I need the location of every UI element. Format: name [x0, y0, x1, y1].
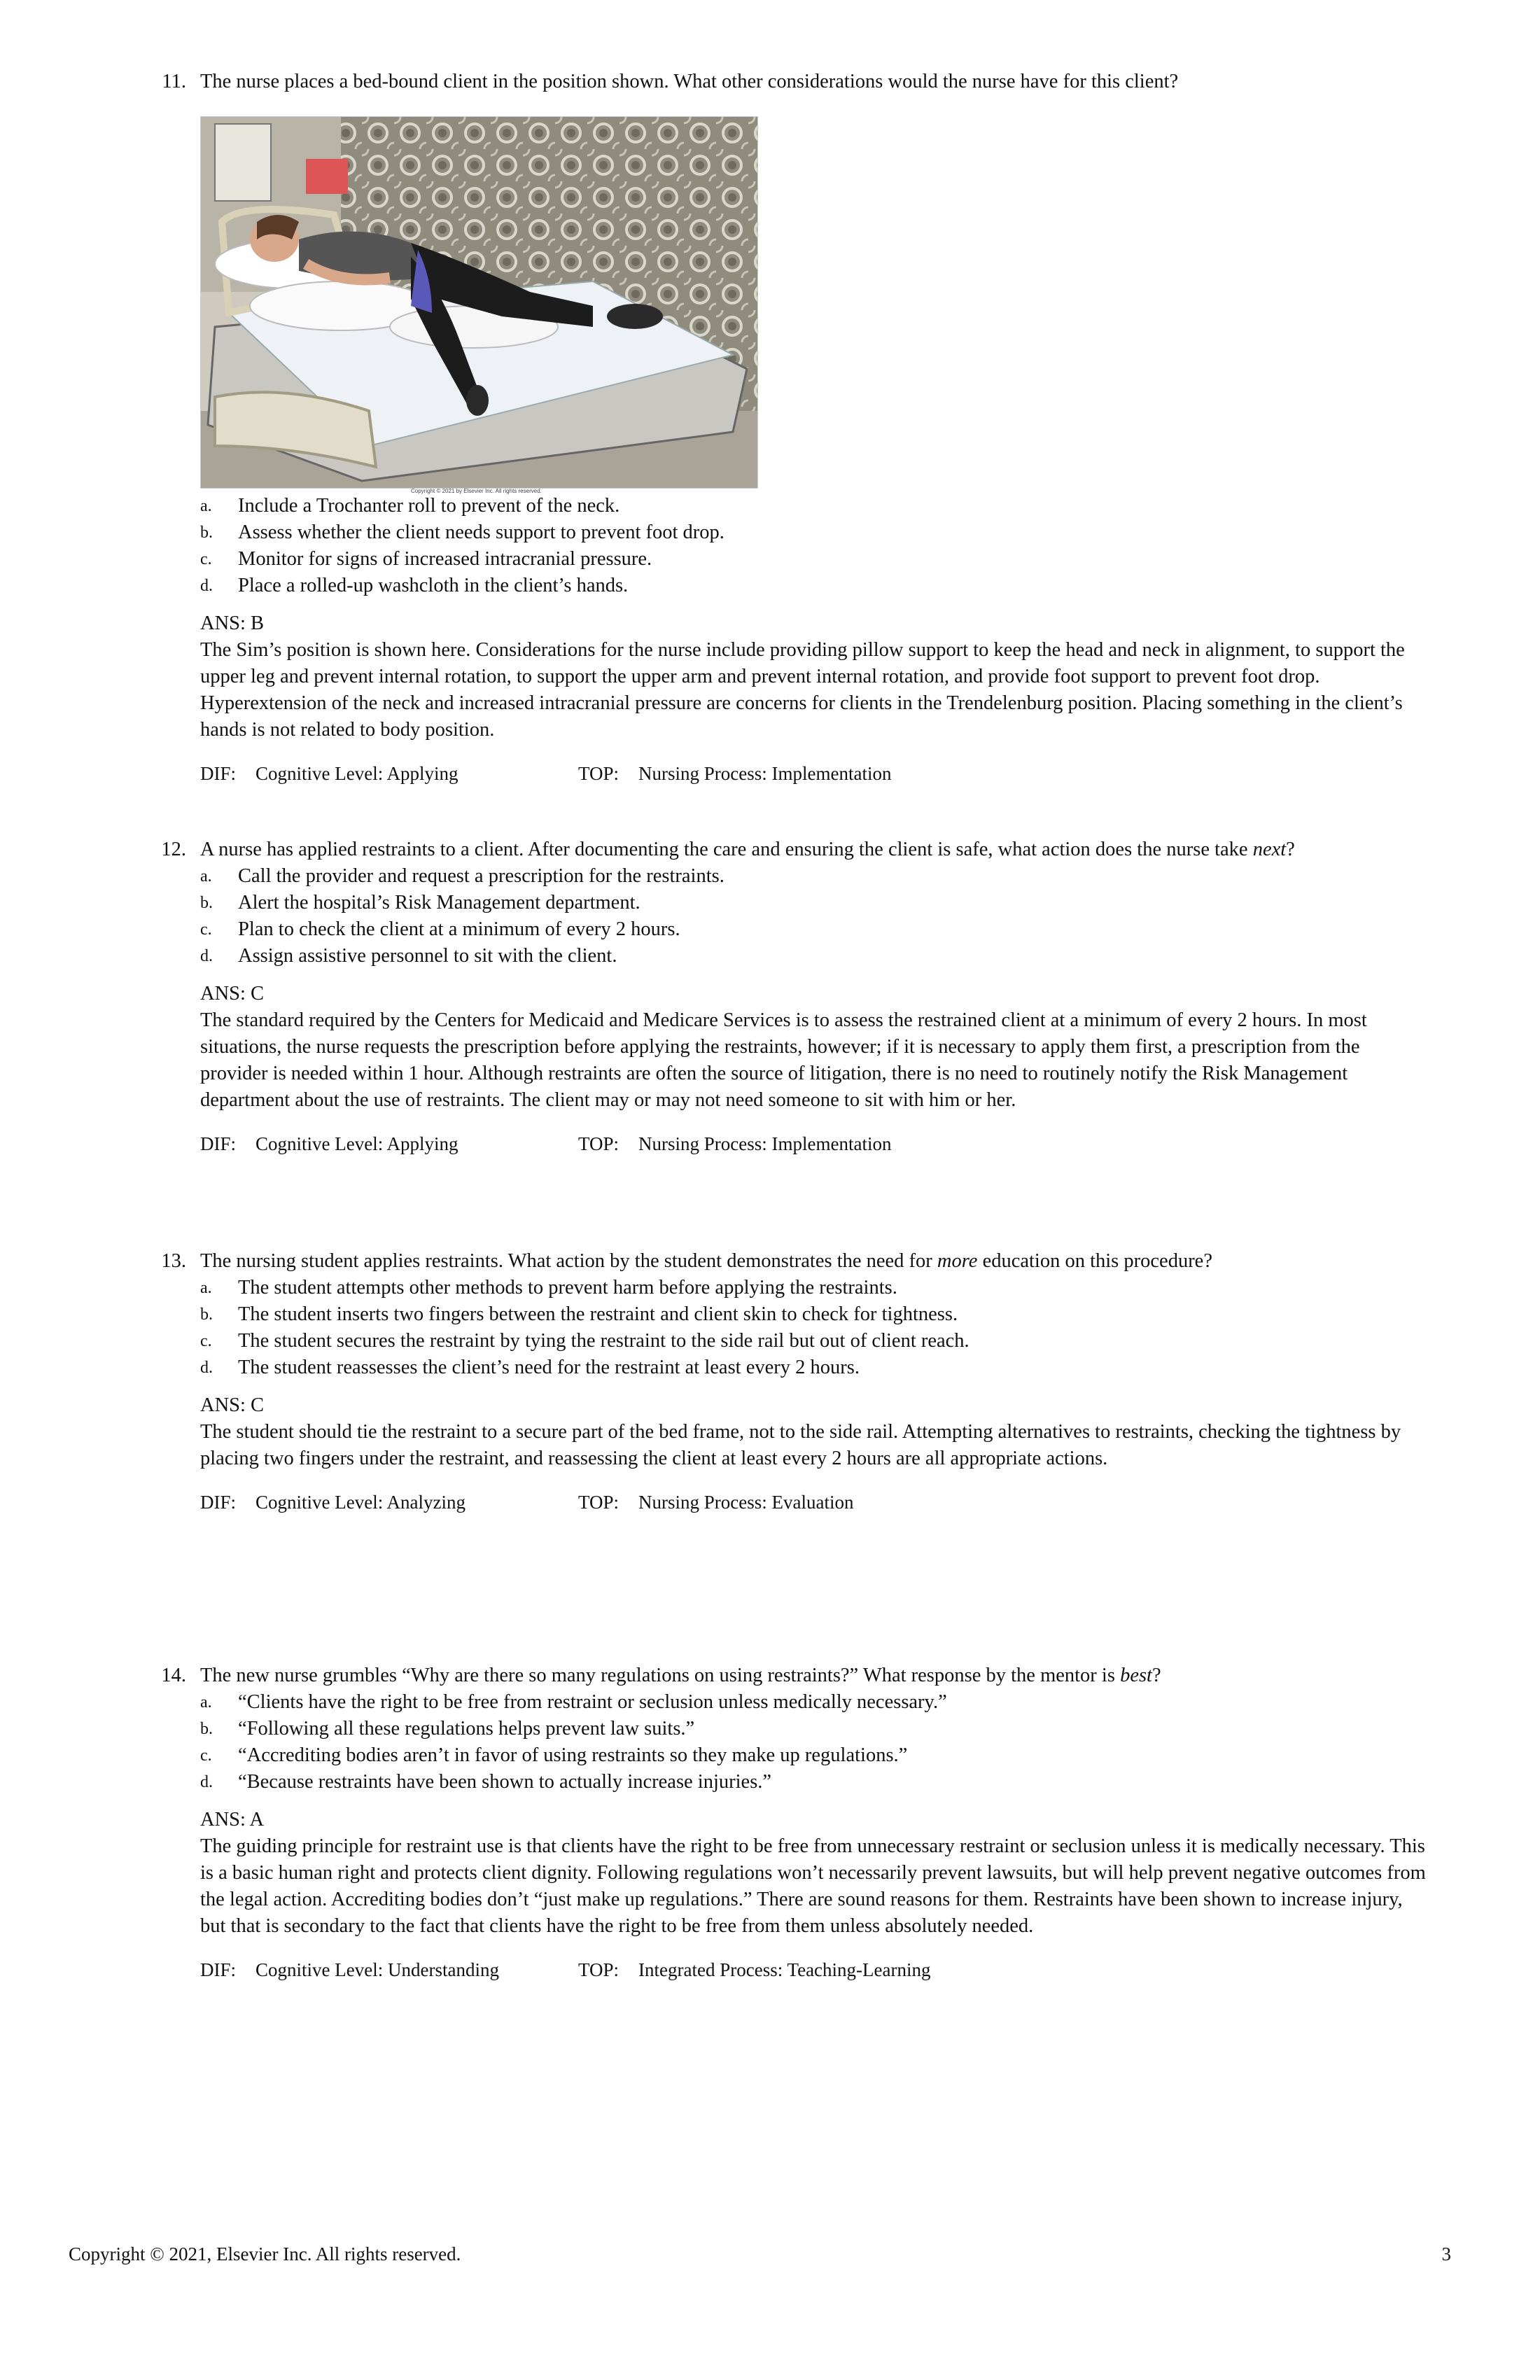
answer-key: ANS: C — [200, 1394, 265, 1416]
option-c[interactable] — [200, 546, 1429, 573]
dif-label: DIF: — [200, 1133, 237, 1154]
option-letter: b. — [200, 1306, 213, 1324]
sims-position-photo — [200, 116, 758, 494]
page-footer — [69, 2244, 1451, 2265]
metadata-row — [200, 1130, 1429, 1157]
metadata-row — [200, 1956, 1429, 1983]
topic: Nursing Process: Evaluation — [638, 1492, 854, 1513]
dif-label: DIF: — [200, 763, 237, 784]
option-b[interactable] — [200, 519, 1429, 546]
option-text: The student attempts other methods to prevent harm before applying the restraints. — [238, 1277, 897, 1298]
bed-client-illustration — [201, 117, 757, 488]
option-letter: a. — [200, 867, 212, 886]
option-letter: a. — [200, 1693, 212, 1712]
option-text: The student reassesses the client’s need for the restraint at least every 2 hours. — [238, 1357, 860, 1378]
question-13 — [155, 1248, 1429, 1516]
option-text: Include a Trochanter roll to prevent of the neck. — [238, 495, 620, 517]
option-letter: c. — [200, 1746, 212, 1765]
top-label: TOP: — [578, 1959, 620, 1980]
option-text: Assign assistive personnel to sit with the client. — [238, 945, 617, 967]
option-letter: b. — [200, 1720, 213, 1738]
option-letter: b. — [200, 894, 213, 912]
answer-options — [200, 1689, 984, 1795]
option-text: Assess whether the client needs support to prevent foot drop. — [238, 522, 724, 543]
difficulty: Cognitive Level: Applying — [255, 1133, 458, 1154]
option-d[interactable] — [200, 1769, 984, 1795]
option-c[interactable] — [200, 916, 1429, 943]
question-number: 14. — [161, 1665, 186, 1686]
option-text: The student secures the restraint by tying the restraint to the side rail but out of client reach. — [238, 1330, 969, 1352]
option-d[interactable] — [200, 1354, 984, 1381]
top-label: TOP: — [578, 763, 620, 784]
option-c[interactable] — [200, 1328, 984, 1354]
dif-label: DIF: — [200, 1492, 237, 1513]
option-d[interactable] — [200, 943, 1429, 969]
option-letter: b. — [200, 524, 213, 542]
topic: Integrated Process: Teaching-Learning — [638, 1959, 931, 1980]
question-number: 13. — [161, 1250, 186, 1272]
rationale: The standard required by the Centers for Medicaid and Medicare Services is to assess the restrained client at a minimum of every 2 hours. In most situations, the nurse requests the prescription before applying the restraints, however; if it is necessary to apply them first, a prescription from the provider is needed within 1 hour. Although restraints are often the source of litigation, there is no need to routinely notify the Risk Management department about the use of restraints. The client may or may not need someone to sit with him or her. — [200, 1009, 1367, 1111]
option-text: Monitor for signs of increased intracranial pressure. — [238, 548, 652, 570]
option-text: “Because restraints have been shown to actually increase injuries.” — [238, 1771, 772, 1793]
option-a[interactable] — [200, 1689, 984, 1716]
answer-options — [200, 493, 1429, 599]
difficulty: Cognitive Level: Understanding — [255, 1959, 499, 1980]
option-letter: d. — [200, 1773, 213, 1791]
answer-options — [200, 1275, 984, 1381]
rationale: The Sim’s position is shown here. Considerations for the nurse include providing pillow support to keep the head and neck in alignment, to support the upper leg and prevent internal rotation, to support the upper arm and prevent internal rotation, and provide foot support to prevent foot drop. Hyperextension of the neck and increased intracranial pressure are concerns for clients in the Trendelenburg position. Placing something in the client’s hands is not related to body position. — [200, 639, 1405, 741]
option-text: Call the provider and request a prescription for the restraints. — [238, 865, 724, 887]
question-stem: The nurse places a bed-bound client in the position shown. What other considerations would the nurse have for this client? — [200, 71, 1179, 92]
option-text: Alert the hospital’s Risk Management department. — [238, 892, 640, 913]
answer-key: ANS: A — [200, 1809, 265, 1830]
option-b[interactable] — [200, 890, 1429, 916]
question-stem: A nurse has applied restraints to a client. After documenting the care and ensuring the client is safe, what action does the nurse take next? — [200, 839, 1295, 860]
option-letter: d. — [200, 947, 213, 965]
option-b[interactable] — [200, 1301, 984, 1328]
question-number: 11. — [162, 71, 186, 92]
option-a[interactable] — [200, 863, 1429, 890]
option-letter: c. — [200, 920, 212, 939]
copyright-notice: Copyright © 2021, Elsevier Inc. All rights reserved. — [69, 2244, 461, 2264]
option-letter: c. — [200, 550, 212, 568]
option-text: “Accrediting bodies aren’t in favor of using restraints so they make up regulations.” — [238, 1744, 908, 1766]
answer-key: ANS: C — [200, 983, 265, 1004]
topic: Nursing Process: Implementation — [638, 763, 892, 784]
dif-label: DIF: — [200, 1959, 237, 1980]
option-d[interactable] — [200, 573, 1429, 599]
option-letter: a. — [200, 497, 212, 515]
option-text: Plan to check the client at a minimum of every 2 hours. — [238, 918, 680, 940]
option-letter: a. — [200, 1279, 212, 1297]
option-text: “Clients have the right to be free from restraint or seclusion unless medically necessary.” — [238, 1691, 947, 1713]
rationale: The guiding principle for restraint use is that clients have the right to be free from unnecessary restraint or seclusion unless it is medically necessary. This is a basic human right and protects client dignity. Following regulations won’t necessarily prevent lawsuits, but will help prevent negative outcomes from the legal action. Accrediting bodies don’t “just make up regulations.” There are sound reasons for them. Restraints have been shown to increase injury, but that is secondary to the fact that clients have the right to be free from them unless absolutely needed. — [200, 1835, 1426, 1937]
question-12 — [155, 836, 1429, 1157]
difficulty: Cognitive Level: Analyzing — [255, 1492, 465, 1513]
option-text: “Following all these regulations helps prevent law suits.” — [238, 1718, 695, 1740]
topic: Nursing Process: Implementation — [638, 1133, 892, 1154]
top-label: TOP: — [578, 1492, 620, 1513]
option-a[interactable] — [200, 493, 1429, 519]
figure-caption: Copyright © 2021 by Elsevier Inc. All rights reserved. — [411, 488, 542, 494]
option-letter: d. — [200, 577, 213, 595]
option-b[interactable] — [200, 1716, 984, 1742]
answer-options — [200, 863, 1429, 969]
option-c[interactable] — [200, 1742, 984, 1769]
top-label: TOP: — [578, 1133, 620, 1154]
question-stem: The nursing student applies restraints. What action by the student demonstrates the need for more education on this procedure? — [200, 1250, 1212, 1272]
question-number: 12. — [161, 839, 186, 860]
question-stem: The new nurse grumbles “Why are there so many regulations on using restraints?” What response by the mentor is best? — [200, 1665, 1161, 1686]
difficulty: Cognitive Level: Applying — [255, 763, 458, 784]
metadata-row — [200, 760, 1429, 787]
question-14 — [155, 1662, 1429, 1983]
rationale: The student should tie the restraint to a secure part of the bed frame, not to the side rail. Attempting alternatives to restraints, checking the tightness by placing two fingers under the restraint, and reassessing the client at least every 2 hours are all appropriate actions. — [200, 1421, 1401, 1469]
metadata-row — [200, 1489, 1429, 1516]
option-a[interactable] — [200, 1275, 984, 1301]
option-letter: c. — [200, 1332, 212, 1350]
answer-key: ANS: B — [200, 612, 265, 634]
option-text: The student inserts two fingers between the restraint and client skin to check for tightness. — [238, 1303, 958, 1325]
option-text: Place a rolled-up washcloth in the client’s hands. — [238, 575, 629, 596]
page-number: 3 — [1441, 2244, 1451, 2264]
option-letter: d. — [200, 1359, 213, 1377]
question-11 — [155, 69, 1429, 787]
